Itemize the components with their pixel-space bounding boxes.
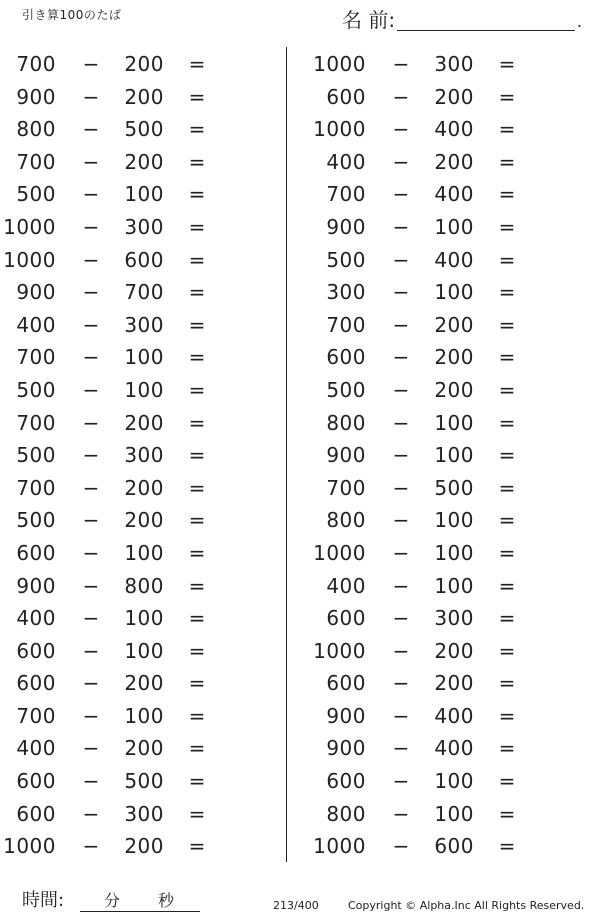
minus-sign: − [392,801,410,826]
problem-row [310,244,570,277]
problem-column-left [0,48,260,863]
problem-row [310,81,570,114]
problem-row [0,146,260,179]
minus-sign: − [82,247,100,272]
minus-sign: − [392,247,410,272]
equals-sign: = [188,410,206,435]
subtrahend: 200 [434,345,474,370]
subtrahend: 100 [124,540,164,565]
problem-row [0,309,260,342]
minus-sign: − [82,149,100,174]
minuend: 400 [16,312,56,337]
equals-sign: = [188,573,206,598]
minuend: 900 [326,443,366,468]
equals-sign: = [188,377,206,402]
minus-sign: − [82,801,100,826]
minus-sign: − [392,345,410,370]
minus-sign: − [82,345,100,370]
minuend: 700 [16,410,56,435]
time-blank-line [80,911,200,912]
minus-sign: − [82,638,100,663]
subtrahend: 200 [434,638,474,663]
subtrahend: 200 [124,671,164,696]
minuend: 700 [16,52,56,76]
equals-sign: = [188,769,206,794]
subtrahend: 200 [124,834,164,859]
problem-row [0,602,260,635]
equals-sign: = [498,606,516,631]
equals-sign: = [188,84,206,109]
minus-sign: − [392,117,410,142]
minus-sign: − [392,312,410,337]
problem-row [310,602,570,635]
minus-sign: − [82,475,100,500]
minuend: 500 [16,182,56,207]
equals-sign: = [188,475,206,500]
minus-sign: − [82,508,100,533]
minus-sign: − [82,540,100,565]
equals-sign: = [188,834,206,859]
problem-column-right [310,48,570,863]
minus-sign: − [392,214,410,239]
problem-row [0,798,260,831]
minus-sign: − [82,377,100,402]
equals-sign: = [498,149,516,174]
problem-row [0,407,260,440]
page-number: 213/400 [273,899,319,912]
minuend: 700 [16,345,56,370]
name-label: 名 前: [342,8,396,32]
minus-sign: − [82,410,100,435]
minus-sign: − [392,149,410,174]
equals-sign: = [498,475,516,500]
problem-row [0,830,260,863]
subtrahend: 600 [434,834,474,859]
equals-sign: = [188,280,206,305]
problem-row [310,113,570,146]
problem-row [310,374,570,407]
subtrahend: 100 [434,280,474,305]
problem-row [310,765,570,798]
subtrahend: 200 [124,475,164,500]
subtrahend: 100 [124,377,164,402]
minuend: 700 [326,182,366,207]
problem-row [310,504,570,537]
minus-sign: − [82,736,100,761]
subtrahend: 200 [434,671,474,696]
minus-sign: − [82,312,100,337]
equals-sign: = [498,410,516,435]
equals-sign: = [498,84,516,109]
equals-sign: = [188,345,206,370]
equals-sign: = [498,443,516,468]
equals-sign: = [498,182,516,207]
subtrahend: 200 [124,508,164,533]
equals-sign: = [188,52,206,76]
subtrahend: 100 [124,182,164,207]
problem-row [0,244,260,277]
subtrahend: 200 [124,736,164,761]
problem-row [0,113,260,146]
subtrahend: 200 [434,84,474,109]
equals-sign: = [498,769,516,794]
minus-sign: − [82,214,100,239]
time-label: 時間: [22,890,65,911]
problem-row [0,374,260,407]
minuend: 500 [16,508,56,533]
minus-sign: − [82,703,100,728]
name-end-mark: . [576,12,582,31]
subtrahend: 500 [124,117,164,142]
equals-sign: = [188,117,206,142]
minuend: 500 [16,443,56,468]
minuend: 1000 [3,214,56,239]
problem-row [310,309,570,342]
equals-sign: = [498,703,516,728]
problem-row [310,341,570,374]
problem-row [0,537,260,570]
subtrahend: 200 [124,84,164,109]
subtrahend: 200 [124,410,164,435]
subtrahend: 700 [124,280,164,305]
minuend: 400 [16,736,56,761]
subtrahend: 100 [434,573,474,598]
minus-sign: − [392,736,410,761]
problem-row [310,276,570,309]
subtrahend: 200 [124,149,164,174]
subtrahend: 400 [434,703,474,728]
equals-sign: = [498,736,516,761]
equals-sign: = [498,834,516,859]
column-divider [286,47,287,862]
problem-row [310,211,570,244]
minuend: 400 [16,606,56,631]
minus-sign: − [82,606,100,631]
minus-sign: − [392,769,410,794]
minuend: 900 [16,280,56,305]
problem-row [310,700,570,733]
minuend: 900 [326,703,366,728]
equals-sign: = [188,540,206,565]
equals-sign: = [188,149,206,174]
minuend: 600 [326,606,366,631]
equals-sign: = [188,671,206,696]
problem-row [310,178,570,211]
minus-sign: − [82,834,100,859]
equals-sign: = [498,214,516,239]
problem-row [0,732,260,765]
minuend: 900 [16,84,56,109]
minuend: 300 [326,280,366,305]
worksheet-title: 引き算100のたば [22,8,122,22]
subtrahend: 200 [434,312,474,337]
minuend: 600 [16,671,56,696]
problem-row [0,211,260,244]
minus-sign: − [392,606,410,631]
minus-sign: − [392,377,410,402]
equals-sign: = [498,280,516,305]
subtrahend: 100 [434,508,474,533]
minus-sign: − [392,573,410,598]
minus-sign: − [392,508,410,533]
minus-sign: − [392,410,410,435]
problem-row [310,667,570,700]
subtrahend: 600 [124,247,164,272]
subtrahend: 100 [434,214,474,239]
minus-sign: − [82,671,100,696]
equals-sign: = [188,638,206,663]
minuend: 1000 [313,540,366,565]
minuend: 400 [326,573,366,598]
minuend: 500 [326,377,366,402]
name-field [342,5,582,31]
problem-row [310,570,570,603]
minuend: 1000 [313,834,366,859]
problem-row [310,48,570,81]
seconds-label: 秒 [158,891,175,910]
minuend: 900 [326,214,366,239]
minus-sign: − [392,182,410,207]
minuend: 900 [16,573,56,598]
copyright-notice: Copyright © Alpha.Inc All Rights Reserved. [348,899,585,912]
equals-sign: = [188,801,206,826]
equals-sign: = [498,671,516,696]
minuend: 900 [326,736,366,761]
subtrahend: 100 [124,703,164,728]
problem-row [310,635,570,668]
minuend: 600 [16,638,56,663]
problem-row [0,81,260,114]
name-blank-line [397,10,575,31]
minuend: 600 [326,671,366,696]
equals-sign: = [188,182,206,207]
equals-sign: = [498,801,516,826]
equals-sign: = [498,312,516,337]
problem-row [0,178,260,211]
equals-sign: = [188,606,206,631]
subtrahend: 400 [434,182,474,207]
minus-sign: − [82,182,100,207]
problem-row [310,472,570,505]
problem-row [0,48,260,81]
problem-row [0,635,260,668]
problem-row [0,700,260,733]
minuend: 1000 [313,638,366,663]
equals-sign: = [188,703,206,728]
minus-sign: − [82,769,100,794]
minuend: 500 [326,247,366,272]
equals-sign: = [498,540,516,565]
subtrahend: 200 [434,149,474,174]
minuend: 700 [326,312,366,337]
minus-sign: − [392,638,410,663]
minuend: 1000 [3,247,56,272]
subtrahend: 300 [434,52,474,76]
problem-row [310,830,570,863]
problem-row [0,276,260,309]
minus-sign: − [392,475,410,500]
minus-sign: − [392,671,410,696]
minuend: 700 [326,475,366,500]
subtrahend: 400 [434,117,474,142]
minuend: 1000 [313,52,366,76]
minuend: 600 [326,84,366,109]
equals-sign: = [188,247,206,272]
minus-sign: − [82,84,100,109]
problem-row [310,146,570,179]
equals-sign: = [498,508,516,533]
equals-sign: = [498,247,516,272]
subtrahend: 100 [434,801,474,826]
minuend: 600 [16,769,56,794]
subtrahend: 800 [124,573,164,598]
minuend: 400 [326,149,366,174]
subtrahend: 200 [124,52,164,76]
minus-sign: − [82,573,100,598]
equals-sign: = [498,377,516,402]
minuend: 800 [16,117,56,142]
minuend: 600 [326,769,366,794]
subtrahend: 500 [434,475,474,500]
minuend: 600 [16,540,56,565]
minus-sign: − [392,443,410,468]
subtrahend: 500 [124,769,164,794]
equals-sign: = [188,443,206,468]
minus-sign: − [392,703,410,728]
subtrahend: 400 [434,247,474,272]
minus-sign: − [82,443,100,468]
equals-sign: = [498,638,516,663]
subtrahend: 100 [434,443,474,468]
subtrahend: 100 [124,638,164,663]
minus-sign: − [82,280,100,305]
problem-row [310,537,570,570]
subtrahend: 300 [124,801,164,826]
minus-sign: − [392,84,410,109]
subtrahend: 300 [124,214,164,239]
minuend: 700 [16,703,56,728]
equals-sign: = [188,736,206,761]
minuend: 1000 [3,834,56,859]
equals-sign: = [188,214,206,239]
problem-row [310,439,570,472]
problem-row [310,732,570,765]
minuend: 500 [16,377,56,402]
equals-sign: = [498,573,516,598]
problem-row [0,504,260,537]
equals-sign: = [188,312,206,337]
subtrahend: 400 [434,736,474,761]
problem-row [310,407,570,440]
problem-row [0,667,260,700]
minus-sign: − [392,280,410,305]
problem-row [0,439,260,472]
subtrahend: 300 [124,443,164,468]
subtrahend: 100 [124,345,164,370]
subtrahend: 100 [434,410,474,435]
minus-sign: − [82,52,100,76]
subtrahend: 300 [434,606,474,631]
minus-sign: − [392,540,410,565]
minuend: 1000 [313,117,366,142]
minus-sign: − [392,834,410,859]
problem-row [0,570,260,603]
minuend: 600 [326,345,366,370]
problem-row [310,798,570,831]
minuend: 800 [326,508,366,533]
subtrahend: 200 [434,377,474,402]
minuend: 700 [16,475,56,500]
minuend: 800 [326,410,366,435]
subtrahend: 100 [434,769,474,794]
minutes-label: 分 [104,891,121,910]
problem-row [0,341,260,374]
subtrahend: 100 [434,540,474,565]
minuend: 800 [326,801,366,826]
minus-sign: − [392,52,410,76]
equals-sign: = [188,508,206,533]
minuend: 700 [16,149,56,174]
subtrahend: 100 [124,606,164,631]
equals-sign: = [498,52,516,76]
minuend: 600 [16,801,56,826]
problem-row [0,472,260,505]
equals-sign: = [498,345,516,370]
subtrahend: 300 [124,312,164,337]
problem-row [0,765,260,798]
equals-sign: = [498,117,516,142]
minus-sign: − [82,117,100,142]
